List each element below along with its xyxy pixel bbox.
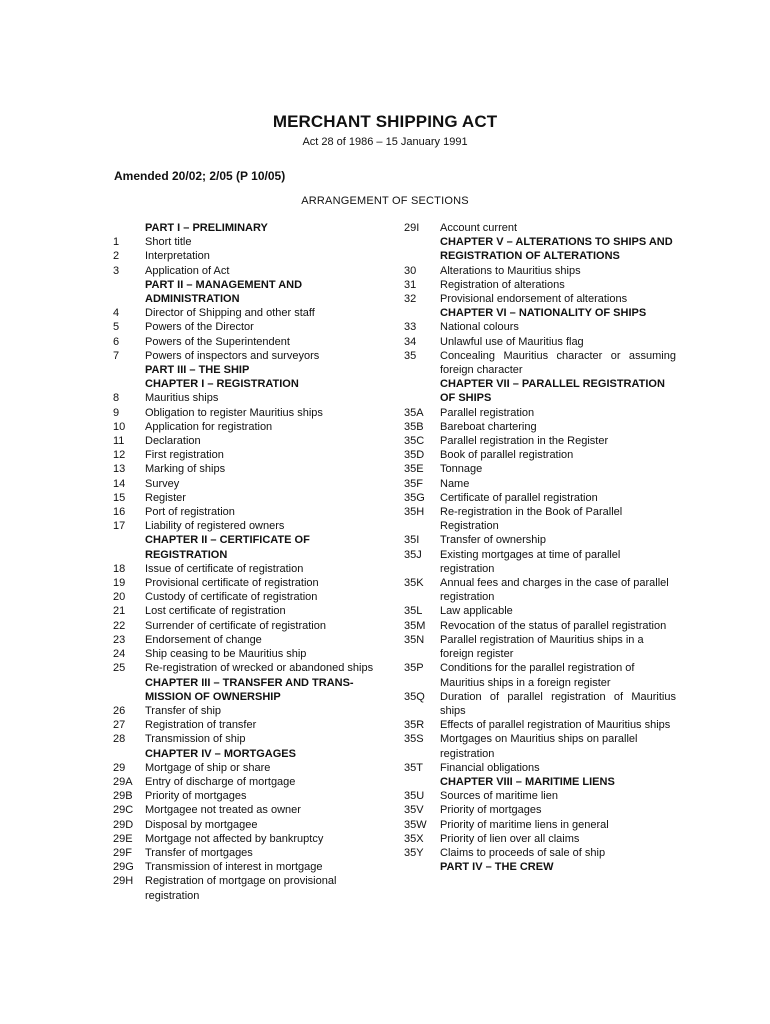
section-entry [113, 264, 378, 278]
section-title: Disposal by mortgagee [145, 818, 258, 831]
section-title: Survey [145, 477, 180, 490]
section-title: Custody of certificate of registration [145, 591, 318, 604]
section-entry [404, 221, 676, 235]
section-entry [113, 505, 378, 519]
section-entry [113, 491, 378, 505]
section-number [404, 306, 440, 320]
section-entry [404, 633, 676, 661]
section-number: 29B [113, 790, 133, 803]
section-number [404, 860, 440, 874]
section-heading-text: PART II – MANAGEMENT AND ADMINISTRATION [145, 278, 303, 306]
section-number: 29 [113, 761, 126, 774]
section-entry [113, 462, 378, 476]
section-entry [404, 505, 676, 533]
section-entry [404, 448, 676, 462]
section-number: 12 [113, 449, 126, 462]
section-heading [404, 860, 676, 874]
section-number [404, 775, 440, 789]
section-title: Issue of certificate of registration [145, 562, 304, 575]
section-entry [404, 832, 676, 846]
section-number: 35B [404, 420, 424, 433]
section-title: Conditions for the parallel registration of Mauritius ships in a foreign register [440, 662, 635, 689]
section-number: 35C [404, 435, 425, 448]
section-number: 6 [113, 335, 120, 348]
section-title: Provisional endorsement of alterations [440, 293, 628, 306]
section-title: Unlawful use of Mauritius flag [440, 335, 584, 348]
section-title: Transfer of ownership [440, 534, 546, 547]
section-number: 23 [113, 633, 126, 646]
section-number: 2 [113, 250, 120, 263]
section-number [113, 377, 145, 391]
section-number: 29G [113, 861, 134, 874]
section-heading-text: CHAPTER II – CERTIFICATE OF REGISTRATION [145, 534, 310, 561]
section-entry [404, 789, 676, 803]
section-number: 29H [113, 875, 134, 888]
section-entry [113, 420, 378, 434]
section-title: Transfer of ship [145, 704, 222, 717]
section-title: Liability of registered owners [145, 520, 285, 533]
section-title: Sources of maritime lien [440, 790, 558, 803]
section-number [113, 221, 145, 235]
section-title: Certificate of parallel registration [440, 491, 598, 504]
section-title: Port of registration [145, 506, 235, 519]
section-number: 1 [113, 236, 120, 249]
section-number: 8 [113, 392, 120, 405]
section-title: Re-registration of wrecked or abandoned ships [145, 662, 374, 675]
section-title: Annual fees and charges in the case of parallel registration [440, 577, 669, 604]
section-number: 35T [404, 761, 423, 774]
section-title: Lost certificate of registration [145, 605, 286, 618]
section-number: 35E [404, 463, 424, 476]
section-entry [404, 604, 676, 618]
section-entry [113, 448, 378, 462]
section-entry [113, 846, 378, 860]
section-title: Surrender of certificate of registration [145, 619, 326, 632]
section-entry [113, 406, 378, 420]
section-title: Mauritius ships [145, 392, 219, 405]
section-entry [113, 832, 378, 846]
section-number: 35U [404, 790, 425, 803]
section-number: 13 [113, 463, 126, 476]
section-title: Director of Shipping and other staff [145, 307, 315, 320]
section-title: Registration of mortgage on provisional registration [145, 875, 337, 902]
section-heading-text: PART IV – THE CREW [440, 861, 554, 874]
section-heading [113, 747, 378, 761]
section-number: 15 [113, 491, 126, 504]
section-title: Parallel registration [440, 406, 535, 419]
section-entry [404, 491, 676, 505]
section-title: Short title [145, 236, 192, 249]
section-number: 35M [404, 619, 426, 632]
section-entry [113, 647, 378, 661]
section-number: 35R [404, 719, 425, 732]
section-title: Mortgage not affected by bankruptcy [145, 832, 324, 845]
section-title: Registration of alterations [440, 278, 565, 291]
section-number: 27 [113, 719, 126, 732]
section-number: 35N [404, 633, 425, 646]
section-title: Mortgagee not treated as owner [145, 804, 301, 817]
section-heading-text: CHAPTER I – REGISTRATION [145, 378, 299, 391]
section-title: Application of Act [145, 264, 230, 277]
section-title: Registration of transfer [145, 719, 257, 732]
section-number: 33 [404, 321, 417, 334]
section-number: 32 [404, 293, 417, 306]
section-entry [404, 690, 676, 718]
section-number: 35Y [404, 846, 424, 859]
section-title: Transmission of ship [145, 733, 246, 746]
section-title: Powers of the Superintendent [145, 335, 290, 348]
section-number: 30 [404, 264, 417, 277]
section-title: Interpretation [145, 250, 210, 263]
section-number: 35L [404, 605, 423, 618]
section-entry [404, 462, 676, 476]
section-title: Financial obligations [440, 761, 540, 774]
section-title: Duration of parallel registration of Mauritius ships [440, 690, 676, 717]
section-number: 16 [113, 506, 126, 519]
section-number: 21 [113, 605, 126, 618]
section-entry [404, 803, 676, 817]
section-entry [404, 718, 676, 732]
section-number: 20 [113, 591, 126, 604]
section-title: Powers of inspectors and surveyors [145, 349, 320, 362]
section-entry [113, 803, 378, 817]
section-number: 34 [404, 335, 417, 348]
section-number: 7 [113, 349, 120, 362]
section-entry [404, 761, 676, 775]
section-number: 10 [113, 420, 126, 433]
section-heading-text: CHAPTER V – ALTERATIONS TO SHIPS AND REGISTRATION OF ALTERATIONS [440, 236, 673, 263]
section-title: Mortgages on Mauritius ships on parallel registration [440, 733, 638, 760]
amendment-note: Amended 20/02; 2/05 (P 10/05) [114, 169, 286, 183]
section-entry [404, 619, 676, 633]
section-number: 35P [404, 662, 424, 675]
section-heading [113, 377, 378, 391]
section-entry [404, 335, 676, 349]
section-number: 35J [404, 548, 422, 561]
section-number: 26 [113, 704, 126, 717]
section-title: Priority of lien over all claims [440, 832, 580, 845]
section-entry [404, 732, 676, 760]
section-entry [404, 420, 676, 434]
section-entry [113, 874, 378, 902]
section-number: 35K [404, 577, 424, 590]
section-title: Transfer of mortgages [145, 846, 253, 859]
section-entry [113, 320, 378, 334]
section-title: Ship ceasing to be Mauritius ship [145, 648, 307, 661]
section-title: Existing mortgages at time of parallel registration [440, 548, 621, 575]
section-heading-text: CHAPTER VII – PARALLEL REGISTRATION OF SHIPS [440, 378, 665, 405]
section-entry [113, 661, 378, 675]
section-number: 35V [404, 804, 424, 817]
section-heading-text: CHAPTER III – TRANSFER AND TRANS-MISSION OF OWNERSHIP [145, 676, 354, 703]
section-number: 14 [113, 477, 126, 490]
section-title: Parallel registration in the Register [440, 435, 609, 448]
section-number: 35D [404, 449, 425, 462]
document-subtitle: Act 28 of 1986 – 15 January 1991 [302, 136, 468, 148]
section-number: 29F [113, 846, 132, 859]
section-number: 17 [113, 520, 126, 533]
section-entry [113, 562, 378, 576]
section-number: 5 [113, 321, 120, 334]
section-title: Mortgage of ship or share [145, 761, 271, 774]
section-entry [113, 818, 378, 832]
section-entry [113, 732, 378, 746]
section-entry [113, 249, 378, 263]
section-number: 28 [113, 733, 126, 746]
section-number [404, 235, 440, 263]
section-heading [113, 363, 378, 377]
section-number: 35S [404, 733, 424, 746]
section-number: 22 [113, 619, 126, 632]
section-number: 4 [113, 307, 120, 320]
section-entry [113, 306, 378, 320]
section-title: Name [440, 477, 470, 490]
section-number: 35 [404, 349, 417, 362]
section-entry [404, 320, 676, 334]
section-title: Concealing Mauritius character or assuming foreign character [440, 349, 676, 377]
section-heading-text: PART I – PRELIMINARY [145, 222, 268, 234]
section-entry [113, 789, 378, 803]
arrangement-heading: ARRANGEMENT OF SECTIONS [301, 195, 469, 207]
section-number: 35X [404, 832, 424, 845]
section-entry [113, 761, 378, 775]
section-number [113, 747, 145, 761]
section-heading [113, 278, 378, 306]
section-title: Account current [440, 222, 518, 234]
section-number: 29C [113, 804, 134, 817]
section-number [113, 676, 145, 704]
section-title: Provisional certificate of registration [145, 577, 319, 590]
section-heading [113, 676, 378, 704]
section-heading [113, 221, 378, 235]
section-number: 35H [404, 506, 425, 519]
section-heading [404, 377, 676, 405]
section-heading-text: CHAPTER VI – NATIONALITY OF SHIPS [440, 307, 647, 320]
document-title: MERCHANT SHIPPING ACT [272, 112, 498, 131]
section-heading-text: CHAPTER VIII – MARITIME LIENS [440, 775, 615, 788]
section-entry [404, 477, 676, 491]
section-number [113, 533, 145, 561]
section-number: 19 [113, 577, 126, 590]
section-number: 31 [404, 278, 417, 291]
section-entry [404, 406, 676, 420]
section-number [113, 363, 145, 377]
section-heading [404, 306, 676, 320]
section-title: Book of parallel registration [440, 449, 574, 462]
section-title: Law applicable [440, 605, 513, 618]
section-heading-text: PART III – THE SHIP [145, 364, 250, 377]
section-entry [404, 661, 676, 689]
section-entry [113, 633, 378, 647]
section-title: Claims to proceeds of sale of ship [440, 846, 606, 859]
section-entry [404, 278, 676, 292]
section-entry [404, 349, 676, 377]
section-title: Effects of parallel registration of Mauritius ships [440, 719, 671, 732]
section-title: Priority of mortgages [440, 804, 542, 817]
sections-right-column [404, 221, 676, 874]
section-entry [113, 519, 378, 533]
section-title: Application for registration [145, 420, 273, 433]
section-number: 29D [113, 818, 134, 831]
section-entry [113, 704, 378, 718]
section-number: 35G [404, 491, 425, 504]
section-entry [113, 434, 378, 448]
section-title: Alterations to Mauritius ships [440, 264, 581, 277]
section-entry [404, 818, 676, 832]
section-entry [404, 846, 676, 860]
section-number: 29E [113, 832, 133, 845]
section-heading [404, 775, 676, 789]
section-number: 3 [113, 264, 120, 277]
section-number: 24 [113, 648, 126, 661]
section-entry [404, 292, 676, 306]
section-title: Endorsement of change [145, 633, 262, 646]
section-entry [404, 576, 676, 604]
section-title: Powers of the Director [145, 321, 254, 334]
section-title: Parallel registration of Mauritius ships in a foreign register [440, 633, 644, 661]
section-number: 18 [113, 562, 126, 575]
section-entry [404, 434, 676, 448]
section-title: Priority of mortgages [145, 790, 247, 803]
section-entry [113, 477, 378, 491]
section-number: 35A [404, 406, 424, 419]
section-number [404, 377, 440, 405]
section-title: Entry of discharge of mortgage [145, 775, 296, 788]
section-title: Revocation of the status of parallel registration [440, 619, 667, 632]
section-title: Marking of ships [145, 463, 226, 476]
section-entry [404, 533, 676, 547]
section-title: National colours [440, 321, 519, 334]
section-entry [113, 576, 378, 590]
section-number: 35Q [404, 690, 425, 703]
section-entry [113, 604, 378, 618]
section-entry [404, 548, 676, 576]
section-entry [113, 718, 378, 732]
section-title: Re-registration in the Book of Parallel Registration [440, 506, 623, 533]
section-number [113, 278, 145, 306]
section-title: First registration [145, 449, 224, 462]
section-title: Declaration [145, 435, 201, 448]
section-entry [113, 590, 378, 604]
section-entry [113, 235, 378, 249]
section-heading [113, 533, 378, 561]
section-entry [113, 349, 378, 363]
section-title: Register [145, 491, 186, 504]
section-entry [113, 860, 378, 874]
section-number: 11 [113, 435, 125, 448]
section-number: 35F [404, 477, 423, 490]
section-number: 9 [113, 406, 120, 419]
section-entry [113, 775, 378, 789]
section-title: Tonnage [440, 463, 483, 476]
section-title: Transmission of interest in mortgage [145, 861, 323, 874]
section-entry [113, 335, 378, 349]
sections-left-column [113, 221, 378, 903]
section-number: 35W [404, 818, 427, 831]
section-number: 29A [113, 775, 133, 788]
section-number: 35I [404, 534, 420, 547]
section-heading-text: CHAPTER IV – MORTGAGES [145, 747, 296, 760]
section-entry [113, 391, 378, 405]
section-title: Obligation to register Mauritius ships [145, 406, 323, 419]
section-heading [404, 235, 676, 263]
section-number: 29I [404, 222, 420, 234]
section-number: 25 [113, 662, 126, 675]
section-title: Priority of maritime liens in general [440, 818, 609, 831]
section-entry [404, 264, 676, 278]
section-title: Bareboat chartering [440, 420, 537, 433]
section-entry [113, 619, 378, 633]
